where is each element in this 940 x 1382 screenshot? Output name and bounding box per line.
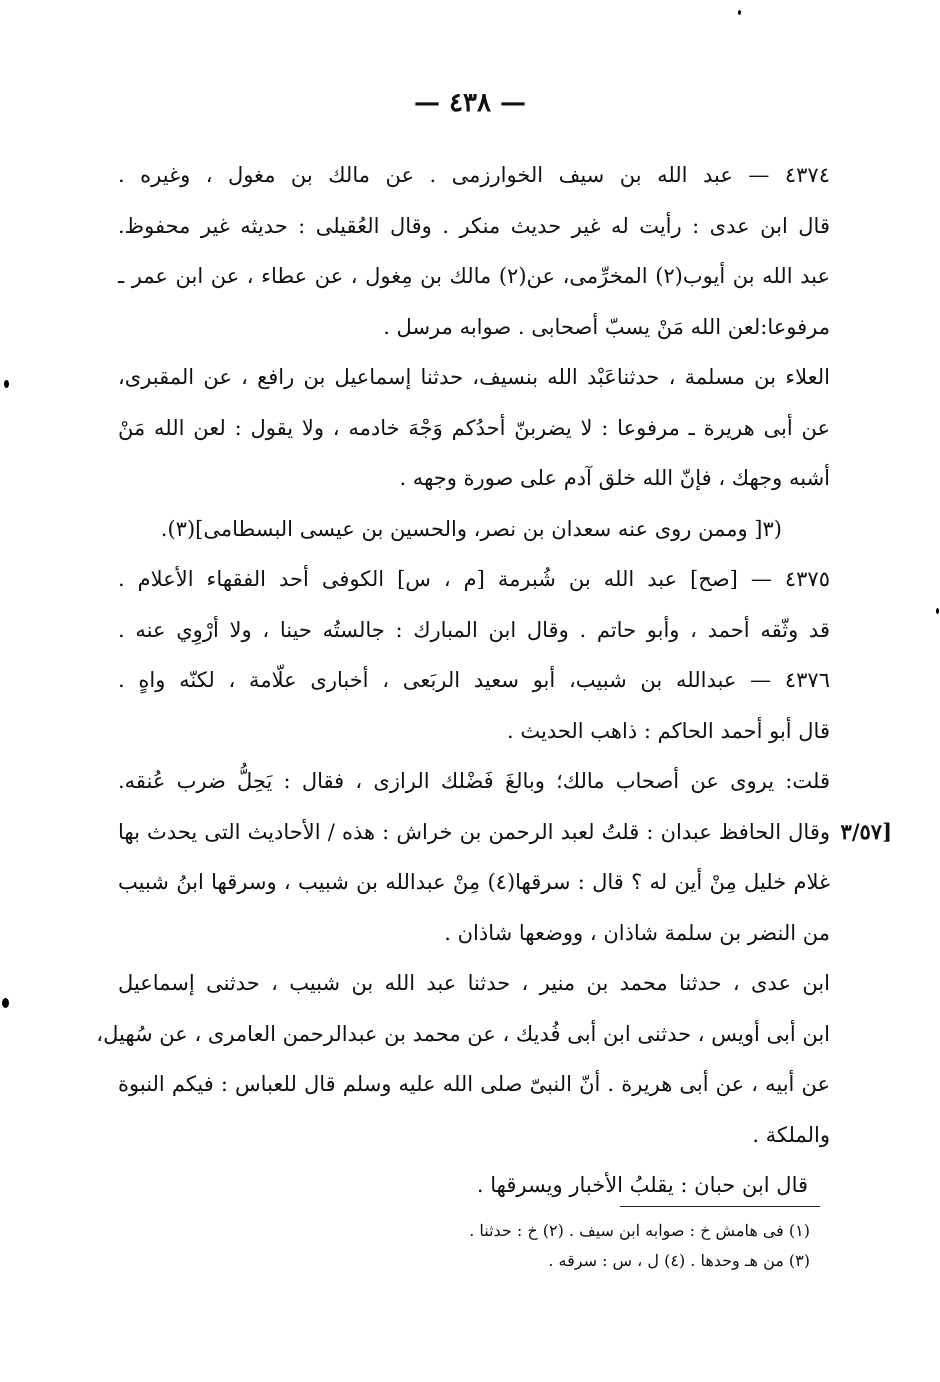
text-line: والملكة . bbox=[752, 1122, 830, 1147]
text-line: مرفوعا:لعن الله مَنْ يسبّ أصحابى . صوابه مرسل . bbox=[383, 314, 830, 339]
text-line: وقال الحافظ عبدان : قلتُ لعبد الرحمن بن خراش : هذه / الأحاديث التى يحدث بها bbox=[118, 819, 830, 844]
text-line: أشبه وجهك ، فإنّ الله خلق آدم على صورة وجهه . bbox=[399, 466, 830, 490]
scan-speck bbox=[4, 380, 9, 388]
margin-reference: [٣/٥٧ bbox=[840, 818, 892, 844]
text-line: ٤٣٧٤ — عبد الله بن سيف الخوارزمى . عن مالك بن مغول ، وغيره . bbox=[118, 163, 830, 187]
text-line: عبد الله بن أيوب(٢) المخرِّمى، عن(٢) مالك بن مِغول ، عن عطاء ، عن ابن عمر ـ bbox=[118, 264, 830, 288]
text-line: العلاء بن مسلمة ، حدثناعَبْد الله بنسيف، حدثنا إسماعيل بن رافع ، عن المقبرى، bbox=[118, 365, 830, 389]
text-line: عن أبيه ، عن أبى هريرة . أنّ النبىّ صلى الله عليه وسلم قال للعباس : فيكم النبوة bbox=[118, 1072, 830, 1096]
text-line: ٤٣٧٥ — [صح] عبد الله بن شُبرمة [م ، س] الكوفى أحد الفقهاء الأعلام . bbox=[118, 567, 830, 591]
text-line: ٤٣٧٦ — عبدالله بن شبيب، أبو سعيد الربَعى ، أخبارى علّامة ، لكنّه واهٍ . bbox=[118, 668, 830, 692]
footnote: (٣) من هـ وحدها . (٤) ل ، س : سرقه . bbox=[548, 1251, 810, 1270]
main-text bbox=[96, 150, 892, 1211]
text-line: ابن أبى أويس ، حدثنى ابن أبى فُديك ، عن محمد بن عبدالرحمن العامرى ، عن سُهيل، bbox=[96, 1021, 830, 1046]
text-line: قال أبو أحمد الحاكم : ذاهب الحديث . bbox=[507, 718, 830, 743]
text-line: (٣[ وممن روى عنه سعدان بن نصر، والحسين بن عيسى البسطامى](٣). bbox=[160, 516, 782, 541]
text-line: قال ابن عدى : رأيت له غير حديث منكر . وقال العُقيلى : حديثه غير محفوظ. bbox=[118, 213, 830, 238]
text-line: قال ابن حبان : يقلبُ الأخبار ويسرقها . bbox=[476, 1173, 808, 1197]
scan-speck bbox=[936, 608, 939, 614]
footnote-divider bbox=[620, 1206, 820, 1207]
text-line: من النضر بن سلمة شاذان ، ووضعها شاذان . bbox=[444, 920, 830, 945]
scan-speck bbox=[738, 10, 741, 15]
text-line: ابن عدى ، حدثنا محمد بن منير ، حدثنا عبد الله بن شبيب ، حدثنى إسماعيل bbox=[118, 971, 830, 995]
text-line: قد وثّقه أحمد ، وأبو حاتم . وقال ابن المبارك : جالستُه حينا ، ولا أرْوِي عنه . bbox=[118, 617, 830, 642]
text-line-with-margin-ref bbox=[118, 807, 892, 858]
footnotes bbox=[250, 1216, 810, 1276]
text-line: غلام خليل مِنْ أين له ؟ قال : سرقها(٤) مِنْ عبدالله بن شبيب ، وسرقها ابنُ شبيب bbox=[118, 870, 830, 894]
text-line: قلت: يروى عن أصحاب مالك؛ وبالغَ فَضْلك الرازى ، فقال : يَحِلُّ ضرب عُنقه. bbox=[118, 769, 830, 793]
page-number: — ٤٣٨ — bbox=[413, 88, 527, 118]
text-line: عن أبى هريرة ـ مرفوعا : لا يضربنّ أحدُكم وَجْهَ خادمه ، ولا يقول : لعن الله مَنْ bbox=[118, 415, 830, 440]
scan-speck bbox=[2, 998, 9, 1008]
footnote: (١) فى هامش خ : صوابه ابن سيف . (٢) خ : حدثنا . bbox=[469, 1221, 810, 1240]
